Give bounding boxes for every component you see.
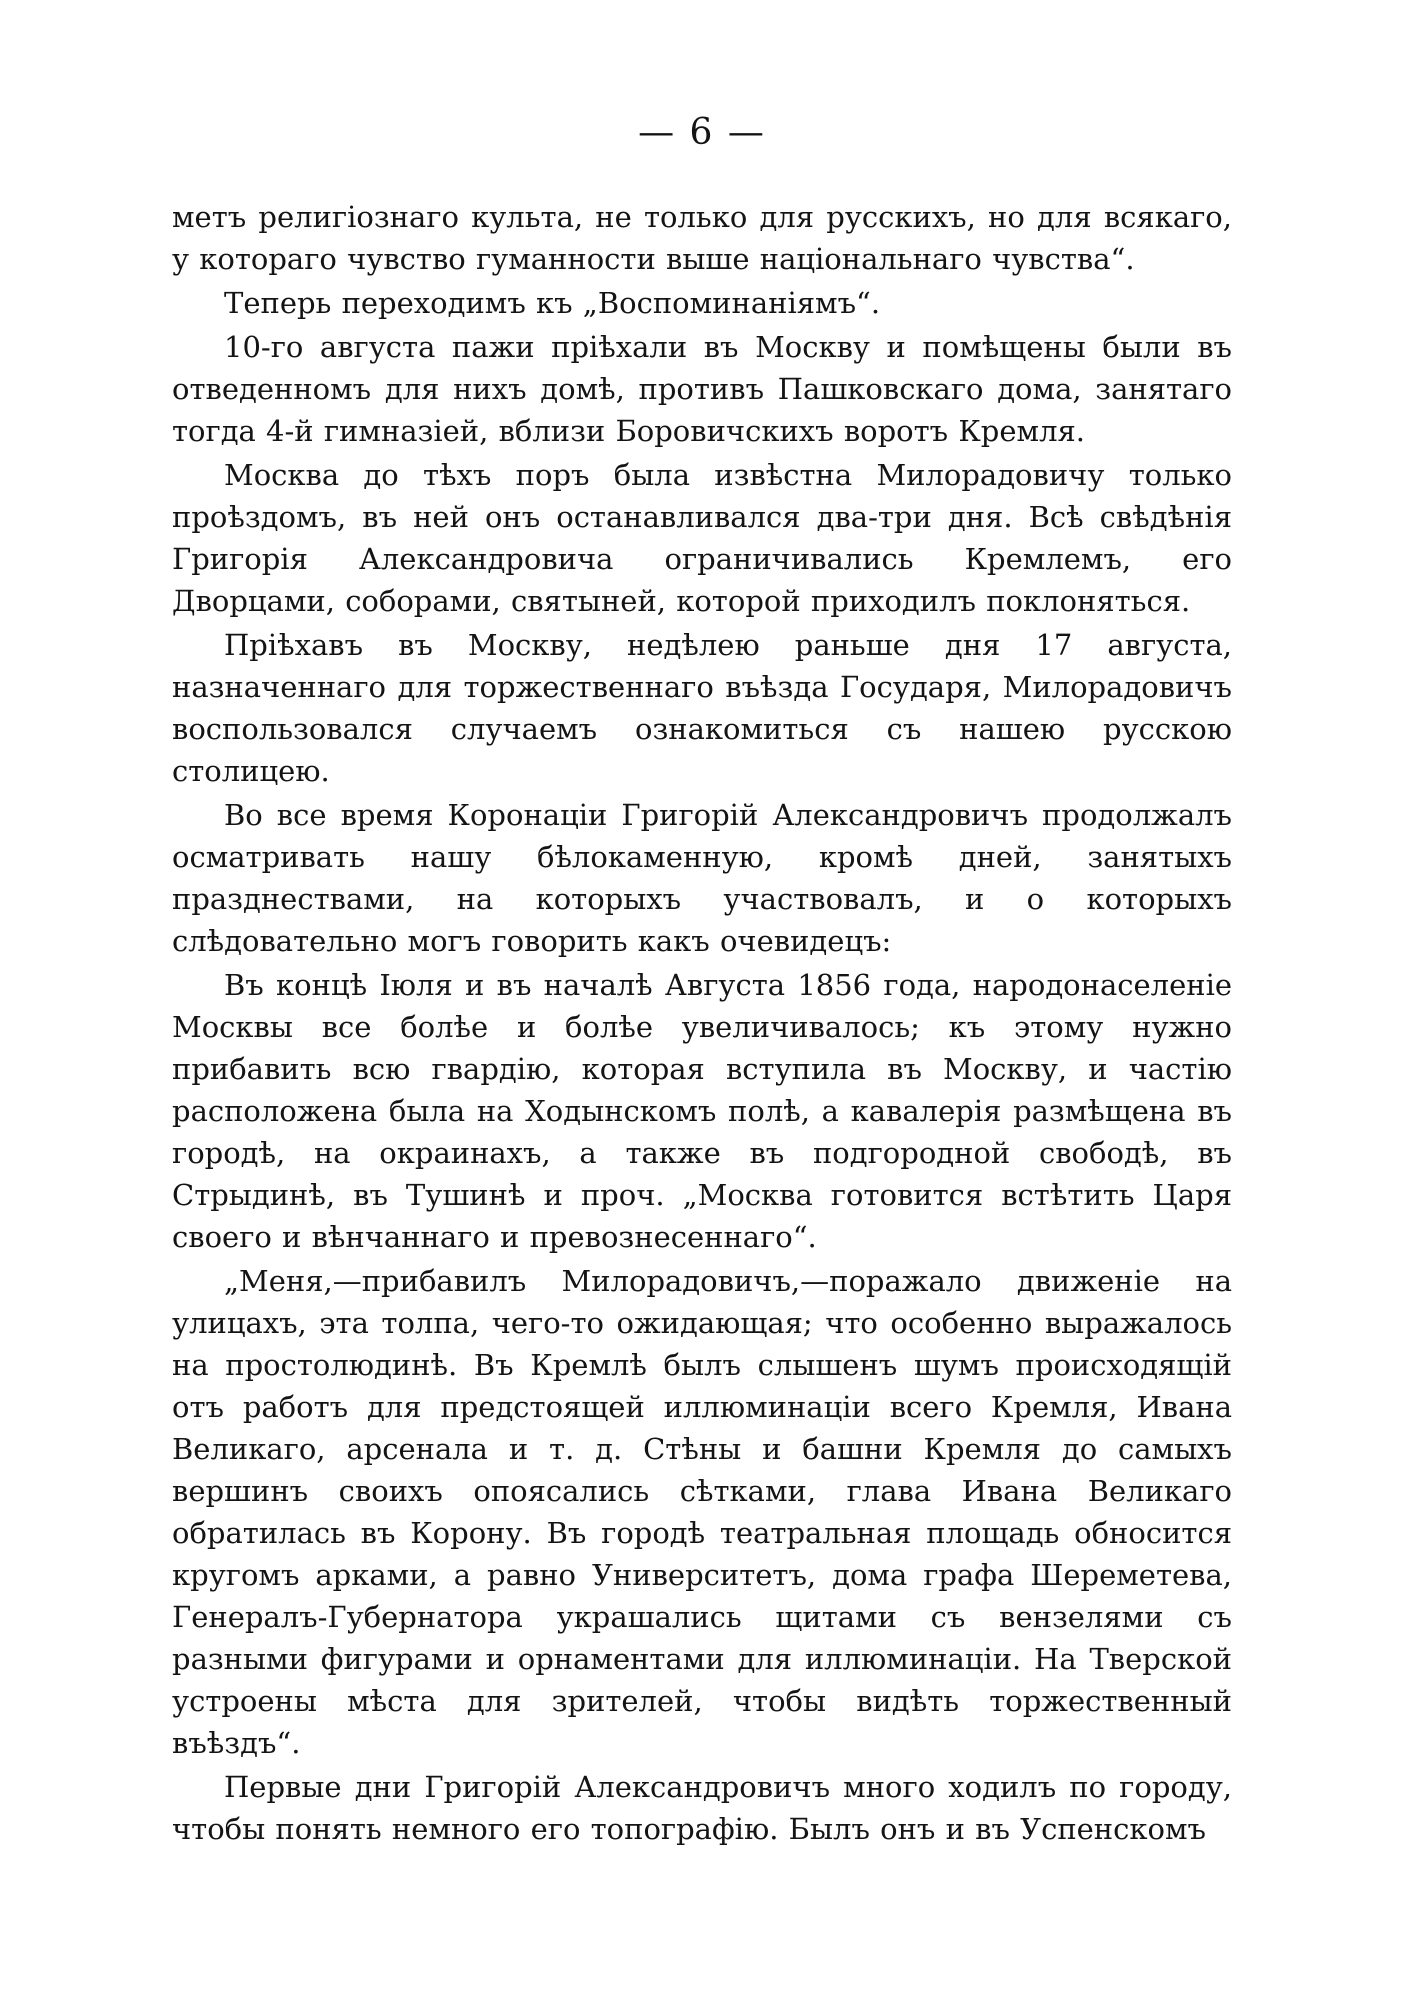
body-text xyxy=(172,196,1232,1850)
paragraph: 10-го августа пажи пріѣхали въ Москву и помѣщены были въ отведенномъ для нихъ домѣ, противъ Пашковскаго дома, занятаго тогда 4-й гимназіей, вблизи Боровичскихъ воротъ Кремля. xyxy=(172,330,1232,448)
paragraph: Въ концѣ Іюля и въ началѣ Августа 1856 года, народонаселеніе Москвы все болѣе и болѣе увеличивалось; къ этому нужно прибавить всю гвардію, которая вступила въ Москву, и частію расположена была на Ходынскомъ полѣ, а кавалерія размѣщена въ городѣ, на окраинахъ, а также въ подгородной свободѣ, въ Стрыдинѣ, въ Тушинѣ и проч. „Москва готовится встѣтить Царя своего и вѣнчаннаго и превознесеннаго“. xyxy=(172,968,1232,1254)
paragraph: Москва до тѣхъ поръ была извѣстна Милорадовичу только проѣздомъ, въ ней онъ останавливался два-три дня. Всѣ свѣдѣнія Григорія Александровича ограничивались Кремлемъ, его Дворцами, соборами, святыней, которой приходилъ поклоняться. xyxy=(172,458,1232,618)
paragraph: Во все время Коронаціи Григорій Александровичъ продолжалъ осматривать нашу бѣлокаменную, кромѣ дней, занятыхъ празднествами, на которыхъ участвовалъ, и о которыхъ слѣдовательно могъ говорить какъ очевидецъ: xyxy=(172,798,1232,958)
paragraph: метъ религіознаго культа, не только для русскихъ, но для всякаго, у котораго чувство гуманности выше національнаго чувства“. xyxy=(172,200,1232,276)
paragraph: „Меня,—прибавилъ Милорадовичъ,—поражало движеніе на улицахъ, эта толпа, чего-то ожидающая; что особенно выражалось на простолюдинѣ. Въ Кремлѣ былъ слышенъ шумъ происходящій отъ работъ для предстоящей иллюминаціи всего Кремля, Ивана Великаго, арсенала и т. д. Стѣны и башни Кремля до самыхъ вершинъ своихъ опоясались сѣтками, глава Ивана Великаго обратилась въ Корону. Въ городѣ театральная площадь обносится кругомъ арками, а равно Университетъ, дома графа Шереметева, Генералъ-Губернатора украшались щитами съ вензелями съ разными фигурами и орнаментами для иллюминаціи. На Тверской устроены мѣста для зрителей, чтобы видѣть торжественный въѣздъ“. xyxy=(172,1264,1232,1760)
paragraph: Теперь переходимъ къ „Воспоминаніямъ“. xyxy=(224,286,881,320)
paragraph: Пріѣхавъ въ Москву, недѣлею раньше дня 17 августа, назначеннаго для торжественнаго въѣзда Государя, Милорадовичъ воспользовался случаемъ ознакомиться съ нашею русскою столицею. xyxy=(172,628,1232,788)
paragraph: Первые дни Григорій Александровичъ много ходилъ по городу, чтобы понять немного его топографію. Былъ онъ и въ Успенскомъ xyxy=(172,1770,1232,1846)
page-number: — 6 — xyxy=(638,112,766,153)
